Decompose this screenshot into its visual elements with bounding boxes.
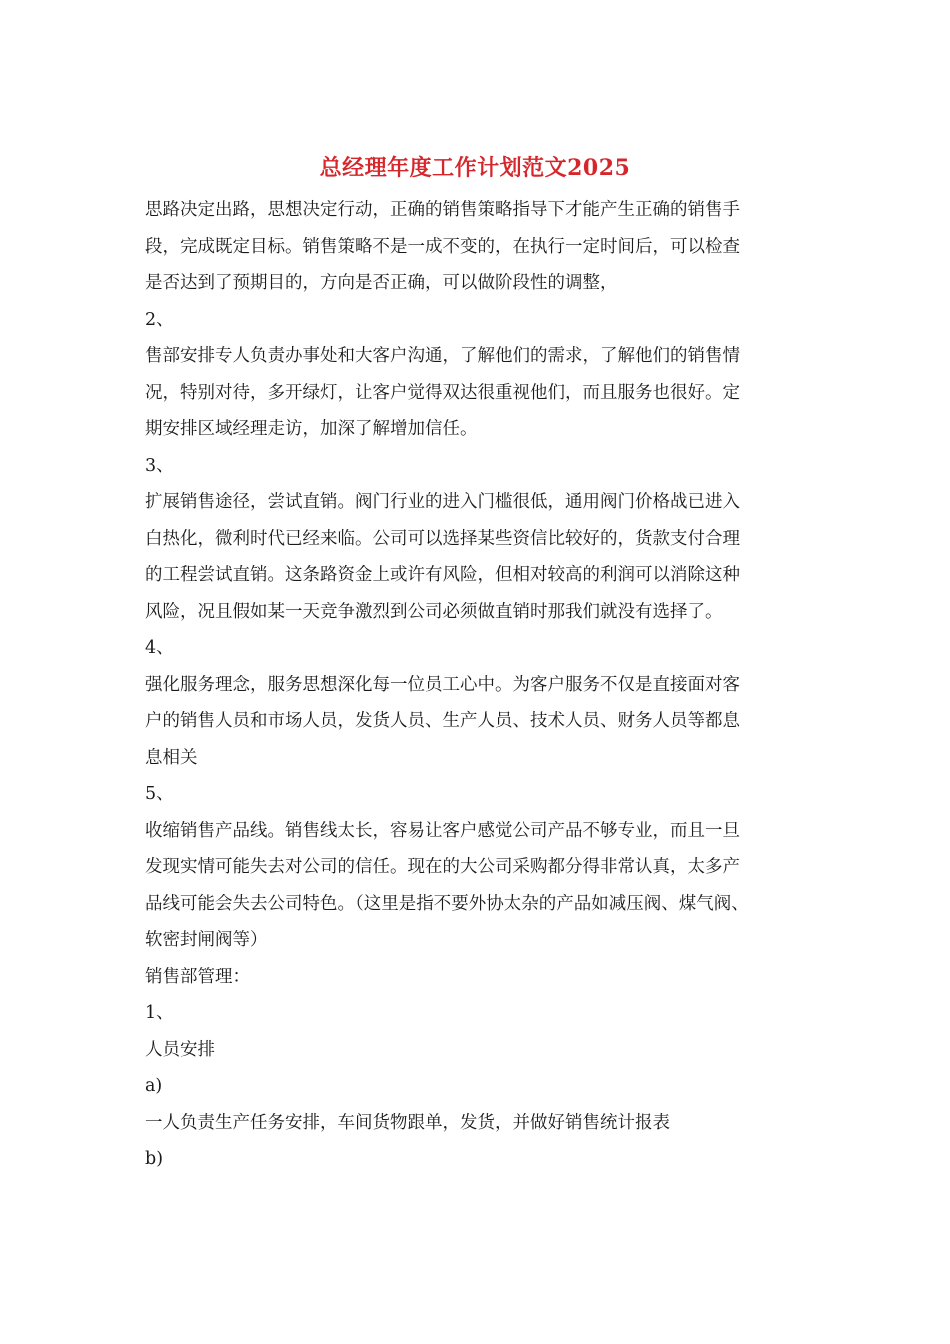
paragraph-line: 扩展销售途径，尝试直销。阀门行业的进入门槛很低，通用阀门价格战已进入 [145,492,740,512]
section-number: 2、 [145,309,174,330]
list-marker: b) [145,1149,164,1169]
paragraph-line: 风险，况且假如某一天竞争激烈到公司必须做直销时那我们就没有选择了。 [145,601,723,622]
list-marker: a) [145,1076,163,1096]
section-number: 1、 [145,1003,174,1023]
paragraph-line: 收缩销售产品线。销售线太长，容易让客户感觉公司产品不够专业，而且一旦 [145,820,740,841]
paragraph-line: 况，特别对待，多开绿灯，让客户觉得双达很重视他们，而且服务也很好。定 [145,382,740,403]
paragraph-line: 白热化，微利时代已经来临。公司可以选择某些资信比较好的，货款支付合理 [145,528,740,549]
section-number: 4、 [145,638,174,658]
document-body [145,192,810,1178]
paragraph-line: 品线可能会失去公司特色。（这里是指不要外协太杂的产品如减压阀、煤气阀、 [145,893,749,914]
paragraph-line: 段，完成既定目标。销售策略不是一成不变的，在执行一定时间后，可以检查 [145,236,740,257]
paragraph-line: 是否达到了预期目的，方向是否正确，可以做阶段性的调整， [145,273,618,293]
section-heading: 销售部管理： [145,966,250,987]
paragraph-line: 发现实情可能失去对公司的信任。现在的大公司采购都分得非常认真，太多产 [145,857,740,877]
subsection-heading: 人员安排 [145,1039,215,1060]
paragraph-line: 一人负责生产任务安排，车间货物跟单，发货，并做好销售统计报表 [145,1112,670,1133]
paragraph-line: 的工程尝试直销。这条路资金上或许有风险，但相对较高的利润可以消除这种 [145,565,740,585]
paragraph-line: 思路决定出路，思想决定行动，正确的销售策略指导下才能产生正确的销售手 [145,200,740,220]
paragraph-line: 售部安排专人负责办事处和大客户沟通，了解他们的需求，了解他们的销售情 [145,346,740,366]
paragraph-line: 软密封闸阀等） [145,930,268,950]
section-number: 5、 [145,784,174,804]
section-number: 3、 [145,455,174,476]
paragraph-line: 户的销售人员和市场人员，发货人员、生产人员、技术人员、财务人员等都息 [145,711,740,731]
paragraph-line: 息相关 [145,747,198,768]
paragraph-line: 强化服务理念，服务思想深化每一位员工心中。为客户服务不仅是直接面对客 [145,674,740,695]
paragraph-line: 期安排区域经理走访，加深了解增加信任。 [145,419,478,439]
document-title: 总经理年度工作计划范文2025 [319,155,631,181]
